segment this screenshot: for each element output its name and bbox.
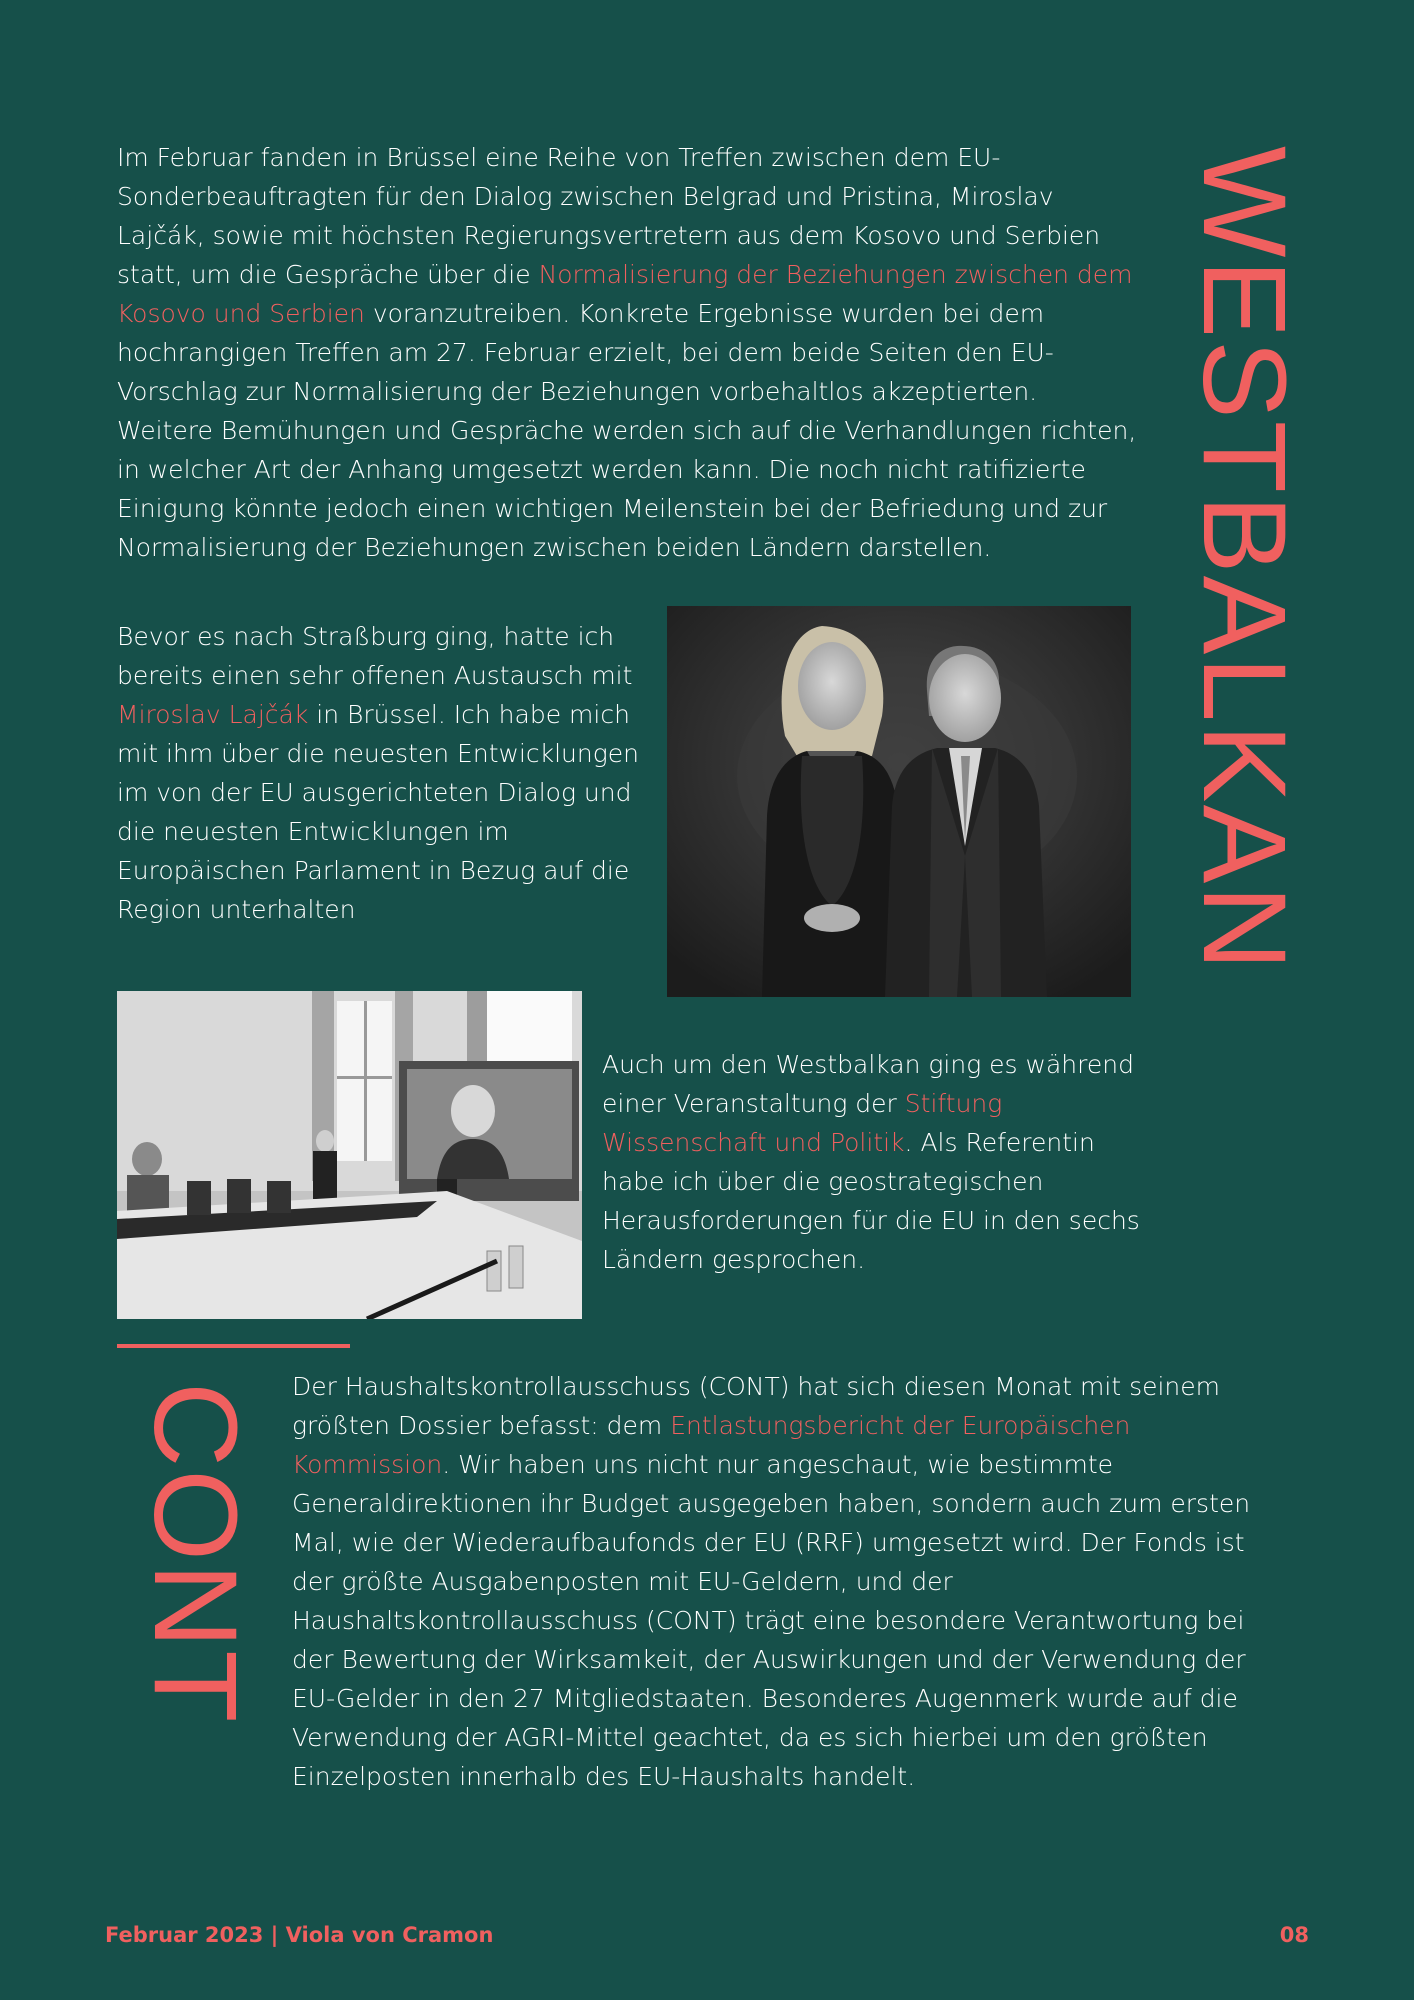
paragraph-text: Auch um den Westbalkan ging es während einer Veranstaltung der	[602, 1050, 1134, 1118]
link-entlastungsbericht[interactable]: Entlastungsbericht der Europäischen Kommission	[292, 1411, 1131, 1479]
westbalkan-paragraph-3	[602, 1045, 1142, 1279]
paragraph-text: Bevor es nach Straßburg ging, hatte ich bereits einen sehr offenen Austausch mit	[117, 622, 633, 690]
section-title-westbalkan: WESTBALKAN	[1178, 146, 1310, 973]
footer-publication-info: Februar 2023 | Viola von Cramon	[105, 1923, 494, 1947]
paragraph-text: Im Februar fanden in Brüssel eine Reihe von Treffen zwischen dem EU-Sonderbeauftragten für den Dialog zwischen Belgrad und Pristina, Miroslav Lajčák, sowie mit höchsten Regierungsvertretern aus dem Kosovo und Serbien statt, um die Gespräche über die	[117, 143, 1101, 289]
section-divider	[117, 1344, 350, 1348]
paragraph-text: in Brüssel. Ich habe mich mit ihm über die neuesten Entwicklungen im von der EU ausgerichteten Dialog und die neuesten Entwicklungen im Europäischen Parlament in Bezug auf die Region unterhalten	[117, 700, 639, 924]
paragraph-text: . Als Referentin habe ich über die geostrategischen Herausforderungen für die EU in den sechs Ländern gesprochen.	[602, 1128, 1140, 1274]
paragraph-text: Der Haushaltskontrollausschuss (CONT) hat sich diesen Monat mit seinem größten Dossier befasst: dem	[292, 1372, 1221, 1440]
westbalkan-paragraph-1	[117, 138, 1137, 567]
westbalkan-paragraph-2	[117, 617, 647, 929]
photo-illustration	[667, 606, 1131, 997]
page-number: 08	[1279, 1923, 1309, 1947]
link-normalisierung[interactable]: Normalisierung der Beziehungen zwischen dem Kosovo und Serbien	[117, 260, 1133, 328]
section-title-cont: CONT	[129, 1382, 261, 1725]
link-miroslav-lajcak[interactable]: Miroslav Lajčák	[117, 700, 309, 729]
photo-meeting-lajcak	[667, 606, 1131, 997]
cont-paragraph	[292, 1367, 1292, 1796]
photo-swp-event	[117, 991, 582, 1319]
link-swp[interactable]: Stiftung Wissenschaft und Politik	[602, 1089, 1003, 1157]
paragraph-text: voranzutreiben. Konkrete Ergebnisse wurden bei dem hochrangigen Treffen am 27. Februar erzielt, bei dem beide Seiten den EU-Vorschlag zur Normalisierung der Beziehungen vorbehaltlos akzeptierten. Weitere Bemühungen und Gespräche werden sich auf die Verhandlungen richten, in welcher Art der Anhang umgesetzt werden kann. Die noch nicht ratifizierte Einigung könnte jedoch einen wichtigen Meilenstein bei der Befriedung und zur Normalisierung der Beziehungen zwischen beiden Ländern darstellen.	[117, 299, 1137, 562]
paragraph-text: . Wir haben uns nicht nur angeschaut, wie bestimmte Generaldirektionen ihr Budget ausgegeben haben, sondern auch zum ersten Mal, wie der Wiederaufbaufonds der EU (RRF) umgesetzt wird. Der Fonds ist der größte Ausgabenposten mit EU-Geldern, und der Haushaltskontrollausschuss (CONT) trägt eine besondere Verantwortung bei der Bewertung der Wirksamkeit, der Auswirkungen und der Verwendung der EU-Gelder in den 27 Mitgliedstaaten. Besonderes Augenmerk wurde auf die Verwendung der AGRI-Mittel geachtet, da es sich hierbei um den größten Einzelposten innerhalb des EU-Haushalts handelt.	[292, 1450, 1251, 1791]
photo-illustration	[117, 991, 582, 1319]
